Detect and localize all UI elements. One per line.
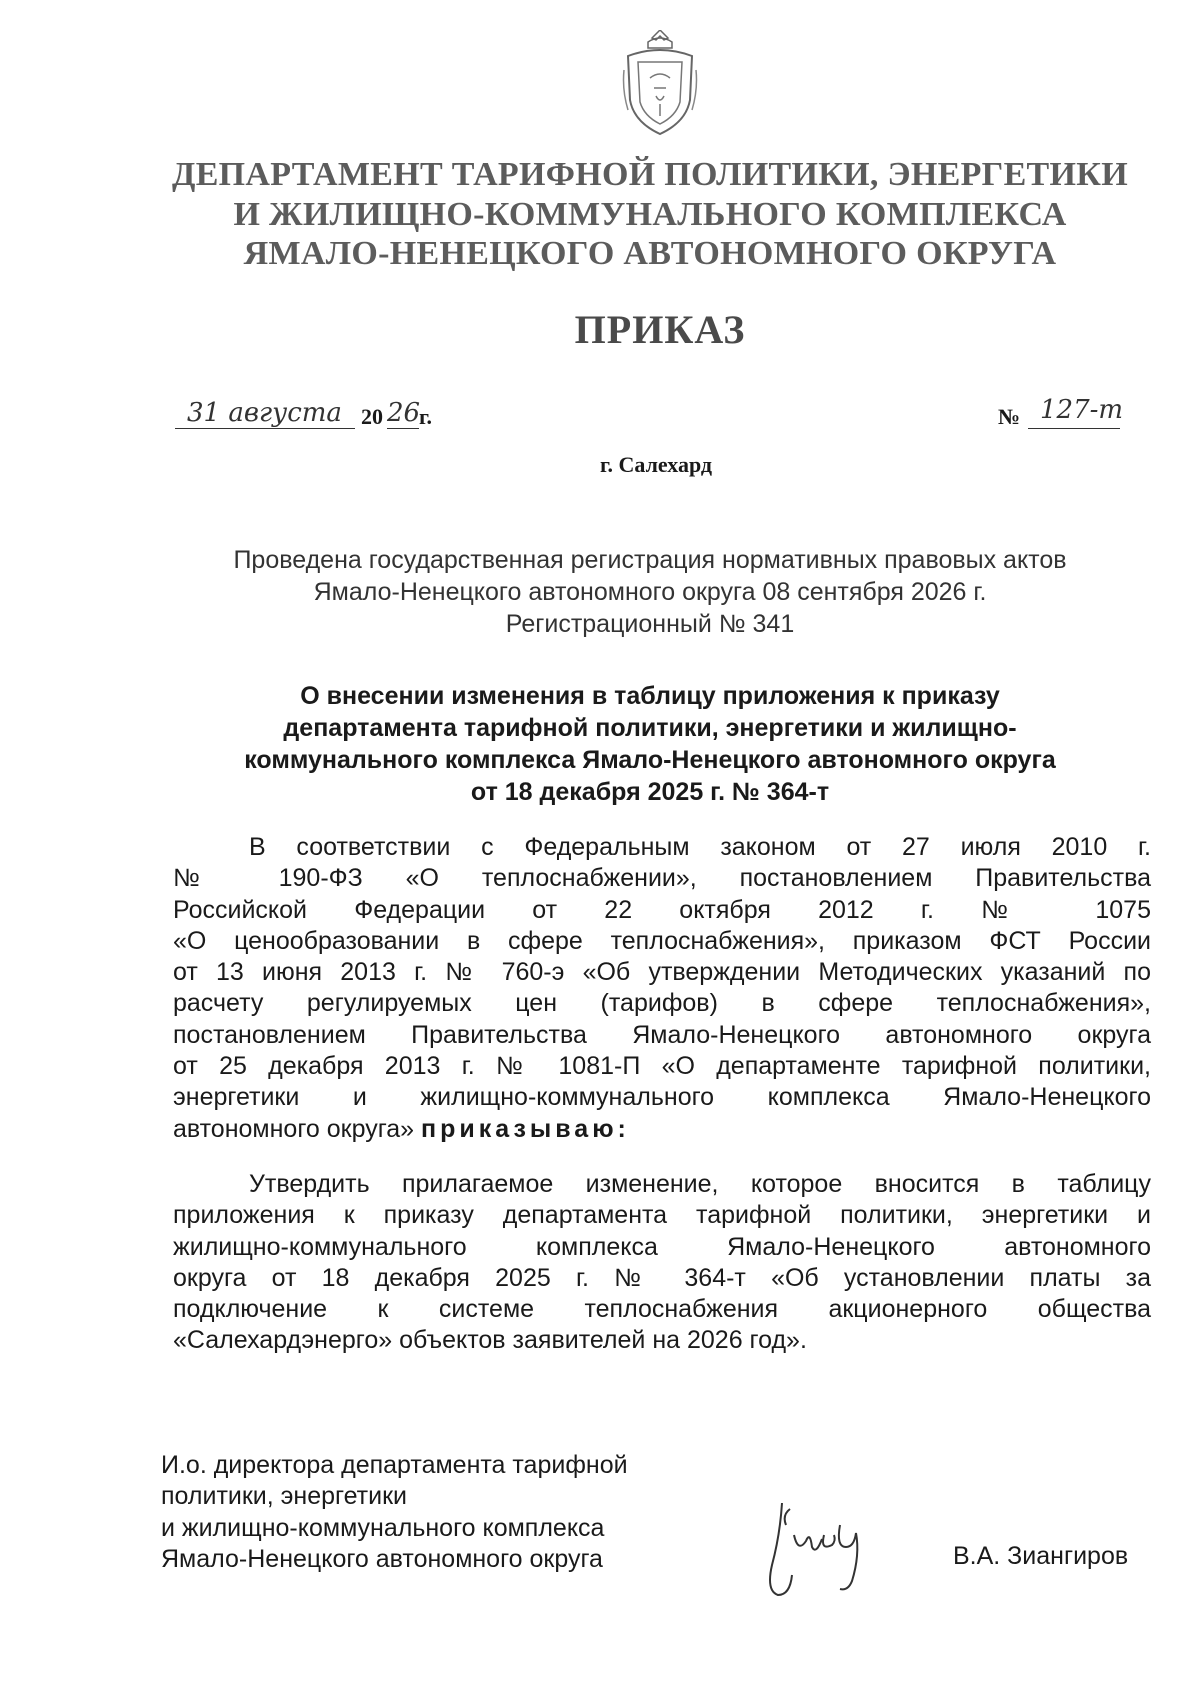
order-word: приказываю:	[421, 1114, 630, 1143]
preamble-line: В соответствии с Федеральным законом от 27 июля 2010 г.	[249, 833, 1151, 861]
handwritten-date: 31 августа	[187, 398, 342, 428]
signatory-position-line: Ямало-Ненецкого автономного округа	[161, 1544, 603, 1573]
order-number-label: №	[998, 404, 1021, 429]
preamble-line: автономного округа»	[173, 1114, 415, 1143]
coat-of-arms-icon	[620, 30, 700, 142]
resolution-line: округа от 18 декабря 2025 г. № 364-т «Об установлении платы за	[173, 1263, 1151, 1292]
registration-note-line-1: Проведена государственная регистрация нормативных правовых актов	[233, 546, 1067, 574]
year-prefix: 20	[361, 404, 383, 429]
order-title-line-2: департамента тарифной политики, энергетики и жилищно-	[283, 714, 1017, 742]
order-date	[175, 398, 435, 438]
preamble-line: № 190-ФЗ «О теплоснабжении», постановлением Правительства	[173, 864, 1151, 893]
year-underline	[387, 428, 419, 429]
department-name-line-1: ДЕПАРТАМЕНТ ТАРИФНОЙ ПОЛИТИКИ, ЭНЕРГЕТИКИ	[172, 156, 1128, 193]
handwritten-signature	[760, 1495, 900, 1605]
department-name-line-3: ЯМАЛО-НЕНЕЦКОГО АВТОНОМНОГО ОКРУГА	[243, 235, 1057, 272]
resolution-line: Утвердить прилагаемое изменение, которое вносится в таблицу	[249, 1170, 1151, 1198]
order-title-line-1: О внесении изменения в таблицу приложения к приказу	[300, 682, 1000, 710]
year-suffix: г.	[419, 404, 433, 429]
preamble-last-line	[173, 1114, 1151, 1145]
preamble-line: «О ценообразовании в сфере теплоснабжения», приказом ФСТ России	[173, 926, 1151, 955]
resolution-line: подключение к системе теплоснабжения акционерного общества	[173, 1295, 1151, 1324]
signatory-position-line: И.о. директора департамента тарифной	[161, 1451, 628, 1479]
signatory-name: В.А. Зиангиров	[953, 1542, 1129, 1570]
preamble-line: от 13 июня 2013 г. № 760-э «Об утверждении Методических указаний по	[173, 958, 1151, 987]
date-underline	[175, 428, 355, 429]
handwritten-order-number: 127-т	[1040, 395, 1124, 425]
handwritten-year: 26	[387, 398, 421, 428]
preamble-line: Российской Федерации от 22 октября 2012 г. № 1075	[173, 895, 1151, 924]
resolution-line: «Салехардэнерго» объектов заявителей на 2026 год».	[173, 1326, 807, 1355]
order-title-line-3: коммунального комплекса Ямало-Ненецкого автономного округа	[244, 746, 1056, 774]
department-name-line-2: И ЖИЛИЩНО-КОММУНАЛЬНОГО КОМПЛЕКСА	[233, 196, 1067, 233]
order-title-line-4: от 18 декабря 2025 г. № 364-т	[470, 778, 830, 806]
preamble-line: энергетики и жилищно-коммунального комплекса Ямало-Ненецкого	[173, 1083, 1151, 1112]
preamble-line: от 25 декабря 2013 г. № 1081-П «О департаменте тарифной политики,	[173, 1052, 1151, 1081]
resolution-line: жилищно-коммунального комплекса Ямало-Ненецкого автономного	[173, 1232, 1151, 1261]
signatory-position-line: и жилищно-коммунального комплекса	[161, 1513, 605, 1542]
document-type-title: ПРИКАЗ	[574, 307, 746, 352]
city: г. Салехард	[600, 452, 713, 477]
signatory-position	[161, 1450, 628, 1575]
preamble-line: расчету регулируемых цен (тарифов) в сфере теплоснабжения»,	[173, 989, 1151, 1018]
resolution-paragraph	[173, 1169, 1151, 1357]
registration-note-line-3: Регистрационный № 341	[505, 610, 795, 638]
preamble-line: постановлением Правительства Ямало-Ненецкого автономного округа	[173, 1020, 1151, 1049]
preamble-paragraph	[173, 832, 1151, 1145]
resolution-line: приложения к приказу департамента тарифной политики, энергетики и	[173, 1201, 1151, 1230]
registration-note-line-2: Ямало-Ненецкого автономного округа 08 сентября 2026 г.	[313, 578, 987, 606]
signatory-position-line: политики, энергетики	[161, 1482, 407, 1511]
number-underline	[1028, 428, 1120, 429]
